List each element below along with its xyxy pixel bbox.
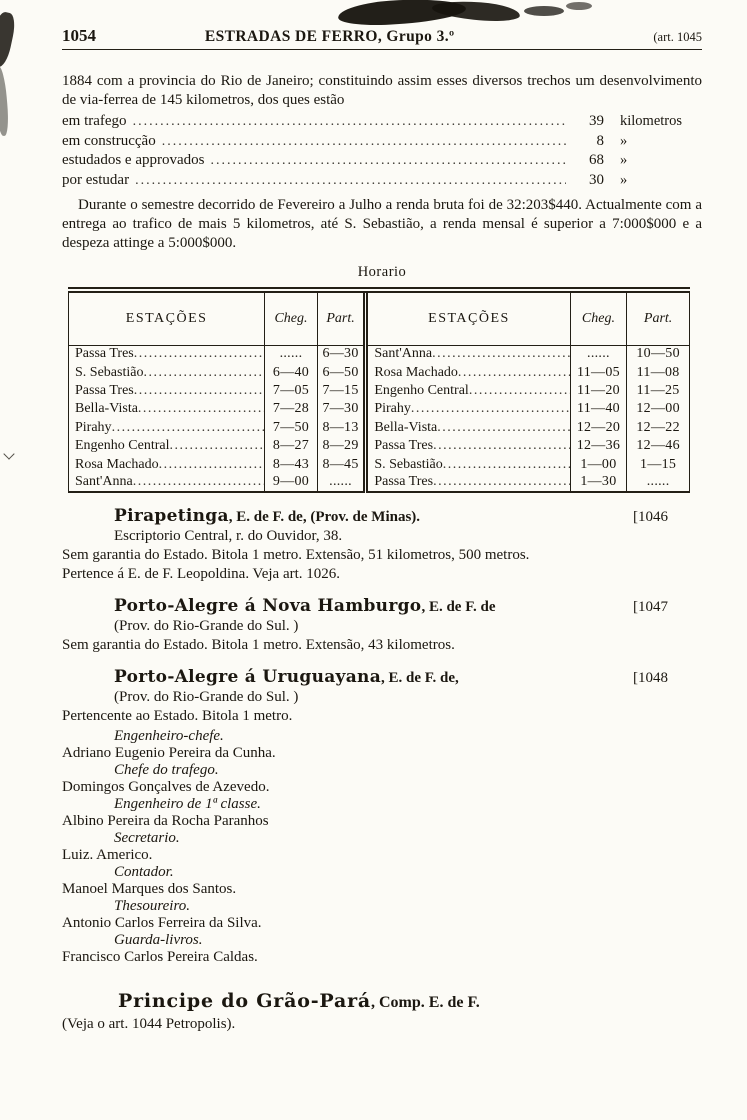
dot-leader [458,365,570,381]
timetable-row [69,382,690,400]
article-number: [1048 [633,670,668,687]
timetable-row [69,437,690,455]
stat-label: estudados e approvados [62,152,205,168]
station-cell [366,419,570,437]
dot-leader [159,457,265,473]
departure-cell: 11—08 [627,363,690,381]
article-number: [1047 [633,599,668,616]
dot-leader [210,151,566,171]
station-name: Pirahy [75,419,112,435]
railway-descriptor: , E. de F. de [421,599,496,616]
stat-unit: kilometros [620,113,683,129]
arrival-cell: 8—43 [265,455,318,473]
station-name: S. Sebastião [374,456,443,472]
section-porto-alegre-uruguayana [62,667,702,966]
section-title [62,667,633,687]
timetable-row [69,400,690,418]
station-cell [366,437,570,455]
station-name: Passa Tres [374,474,434,490]
section-line: Sem garantia do Estado. Bitola 1 metro. Extensão, 51 kilometros, 500 metros. [62,547,530,564]
staff-person: Albino Pereira da Rocha Paranhos [62,813,269,830]
railway-name: Pirapetinga [114,506,229,527]
departure-cell: 12—46 [627,437,690,455]
station-name: Rosa Machado [374,364,458,380]
station-cell [366,363,570,381]
dot-leader [134,383,264,399]
staff-role: Engenheiro de 1ª classe. [114,796,261,813]
departure-cell: ...... [317,474,366,492]
railway-name: Principe do Grão-Pará [118,990,371,1013]
station-name: Sant'Anna [75,474,133,490]
departure-cell: 10—50 [627,345,690,363]
departure-cell: 1—15 [627,455,690,473]
departure-cell: 8—13 [317,419,366,437]
departure-cell: 8—45 [317,455,366,473]
column-header-departure: Part. [317,290,366,345]
stat-value: 39 [589,113,604,129]
dot-leader [135,171,566,191]
staff-list [62,728,702,966]
stat-value: 68 [589,152,604,168]
arrival-cell: ...... [570,345,627,363]
section-title [62,506,633,526]
station-name: Passa Tres [75,346,134,362]
section-line: Escriptorio Central, r. do Ouvidor, 38. [114,528,343,545]
railway-name: Porto-Alegre á Uruguayana [114,667,382,688]
page-title: ESTRADAS DE FERRO, Grupo 3.º [204,28,455,45]
timetable-row [69,363,690,381]
section-line: (Veja o art. 1044 Petropolis). [62,1016,236,1033]
stat-label: em construcção [62,132,156,149]
station-name: Rosa Machado [75,456,159,472]
dot-leader [133,112,566,132]
stat-line [62,171,702,191]
staff-person: Luiz. Americo. [62,847,153,864]
departure-cell: 12—00 [627,400,690,418]
column-header-arrival: Cheg. [265,290,318,345]
station-cell [366,345,570,363]
departure-cell: 7—15 [317,382,366,400]
station-cell [69,437,265,455]
section-heading [62,596,702,616]
station-name: Bella-Vista [75,401,138,417]
stat-line [62,151,702,171]
column-header-arrival: Cheg. [570,290,627,345]
dot-leader [134,346,264,362]
intro-block [62,72,702,253]
staff-person: Adriano Eugenio Pereira da Cunha. [62,745,276,762]
section-line: (Prov. do Rio-Grande do Sul. ) [114,618,299,635]
dot-leader [469,383,570,399]
dot-leader [437,420,569,436]
station-cell [69,474,265,492]
dot-leader [411,401,570,417]
arrival-cell: 6—40 [265,363,318,381]
stat-unit: » [620,171,628,188]
station-name: Passa Tres [374,438,434,454]
intro-paragraph: Durante o semestre decorrido de Fevereiro a Julho a renda bruta foi de 32:203$440. Actualmente com a entrega ao trafico de mais 5 kilometros, até S. Sebastião, a renda mensal é superior a 7:000$000 e a despeza attinge a 5:000$000. [62,197,702,251]
page-number: 1054 [62,26,96,45]
departure-cell: ...... [627,474,690,492]
departure-cell: 7—30 [317,400,366,418]
dot-leader [112,420,265,436]
departure-cell: 11—25 [627,382,690,400]
dot-leader [432,346,570,362]
section-heading [62,667,702,687]
stat-value: 8 [596,132,604,149]
timetable-row [69,419,690,437]
arrival-cell: 8—27 [265,437,318,455]
stat-label: em trafego [62,113,127,129]
station-cell [69,363,265,381]
stat-value: 30 [589,171,604,188]
section-line: (Prov. do Rio-Grande do Sul. ) [114,689,299,706]
section-heading [62,506,702,526]
staff-person: Antonio Carlos Ferreira da Silva. [62,915,262,932]
staff-role: Thesoureiro. [114,898,190,915]
article-reference: (art. 1045 [653,30,702,44]
staff-role: Engenheiro-chefe. [114,728,224,745]
dot-leader [138,401,264,417]
dot-leader [433,474,570,490]
dot-leader [143,365,264,381]
staff-role: Contador. [114,864,174,881]
arrival-cell: 11—20 [570,382,627,400]
staff-role: Chefe do trafego. [114,762,219,779]
arrival-cell: 12—36 [570,437,627,455]
station-cell [366,382,570,400]
arrival-cell: 12—20 [570,419,627,437]
station-cell [366,400,570,418]
stat-unit: » [620,132,628,149]
intro-paragraph: 1884 com a provincia do Rio de Janeiro; constituindo assim esses diversos trechos um desenvolvimento de via-ferrea de 145 kilometros, dos ques estão [62,73,702,108]
train-timetable [68,287,690,493]
timetable-row [69,345,690,363]
staff-role: Guarda-livros. [114,932,203,949]
railway-name: Porto-Alegre á Nova Hamburgo [114,596,422,617]
station-name: Passa Tres [75,382,134,398]
stat-unit: » [620,152,628,168]
arrival-cell: 1—00 [570,455,627,473]
railway-descriptor: , E. de F. de, (Prov. de Minas). [228,509,421,526]
station-cell [366,474,570,492]
column-header-stations: ESTAÇÕES [366,290,570,345]
arrival-cell: 7—50 [265,419,318,437]
arrival-cell: 11—05 [570,363,627,381]
station-cell [69,345,265,363]
station-cell [366,455,570,473]
station-name: S. Sebastião [75,364,144,380]
departure-cell: 6—30 [317,345,366,363]
dot-leader [133,474,264,490]
section-title [62,596,633,616]
timetable-title: Horario [357,264,407,280]
section-line: Pertence á E. de F. Leopoldina. Veja art. 1026. [62,566,341,583]
arrival-cell: 7—28 [265,400,318,418]
column-header-stations: ESTAÇÕES [69,290,265,345]
station-cell [69,455,265,473]
section-porto-alegre-nova-hamburgo [62,596,702,654]
station-name: Engenho Central [374,382,469,398]
kilometre-stats [62,112,702,190]
arrival-cell: 1—30 [570,474,627,492]
station-name: Sant'Anna [374,346,433,362]
arrival-cell: 11—40 [570,400,627,418]
station-cell [69,400,265,418]
article-number: [1046 [633,509,668,526]
station-cell [69,419,265,437]
stat-label: por estudar [62,171,130,188]
departure-cell: 8—29 [317,437,366,455]
timetable-header-row [69,290,690,345]
section-principe-grao-para [62,990,702,1033]
stat-line [62,112,702,132]
staff-person: Francisco Carlos Pereira Caldas. [62,949,258,966]
section-line: Pertencente ao Estado. Bitola 1 metro. [62,708,293,725]
arrival-cell: 9—00 [265,474,318,492]
dot-leader [162,132,566,152]
dot-leader [169,438,264,454]
staff-person: Domingos Gonçalves de Azevedo. [62,779,270,796]
stat-line [62,132,702,152]
station-name: Pirahy [374,401,411,417]
railway-descriptor: , Comp. E. de F. [371,994,480,1012]
section-line: Sem garantia do Estado. Bitola 1 metro. Extensão, 43 kilometros. [62,637,455,654]
station-name: Bella-Vista [374,419,438,435]
timetable-row [69,455,690,473]
masthead [62,26,702,46]
article-sections [62,506,702,1033]
departure-cell: 6—50 [317,363,366,381]
staff-role: Secretario. [114,830,180,847]
station-name: Engenho Central [75,438,170,454]
dot-leader [433,438,570,454]
column-header-departure: Part. [627,290,690,345]
staff-person: Manoel Marques dos Santos. [62,881,237,898]
dot-leader [443,457,570,473]
masthead-rule [62,49,702,50]
arrival-cell: ...... [265,345,318,363]
railway-descriptor: , E. de F. de, [381,670,459,687]
station-cell [69,382,265,400]
arrival-cell: 7—05 [265,382,318,400]
timetable-row [69,474,690,492]
section-pirapetinga [62,506,702,583]
departure-cell: 12—22 [627,419,690,437]
section-heading [62,990,702,1012]
